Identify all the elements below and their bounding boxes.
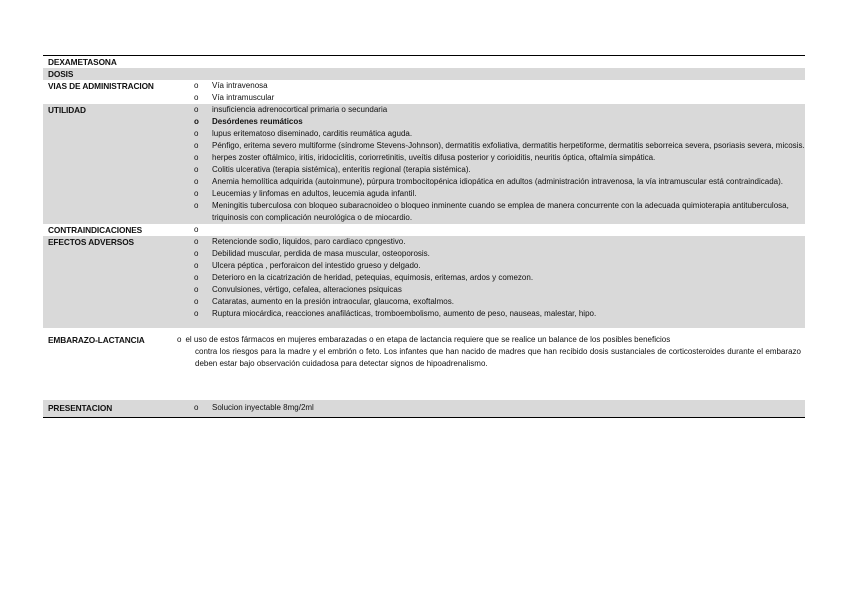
embarazo-label: EMBARAZO-LACTANCIA bbox=[48, 335, 145, 345]
drug-title: DEXAMETASONA bbox=[48, 57, 117, 67]
embarazo-row bbox=[43, 328, 805, 370]
presentacion-label: PRESENTACION bbox=[48, 403, 113, 413]
utilidad-label: UTILIDAD bbox=[48, 105, 86, 115]
dosis-row bbox=[43, 68, 805, 80]
title-row bbox=[43, 56, 805, 68]
vias-list bbox=[194, 80, 805, 104]
list-item: o Colitis ulcerativa (terapia sistémica), enteritis regional (terapia sistémica). bbox=[194, 164, 805, 176]
efectos-row bbox=[43, 236, 805, 328]
spacer bbox=[43, 370, 805, 400]
utilidad-list bbox=[194, 104, 805, 224]
list-item: o Anemia hemolítica adquirida (autoinmune), púrpura trombocitopénica idiopática en adultos (administración intravenosa, la vía intramuscular está contraindicada). bbox=[194, 176, 805, 188]
contraindicaciones-label: CONTRAINDICACIONES bbox=[48, 225, 143, 235]
list-item: o Convulsiones, vértigo, cefalea, alteraciones psiquicas bbox=[194, 284, 805, 296]
presentacion-list bbox=[194, 402, 805, 414]
list-item: o Ruptura miocárdica, reacciones anafilácticas, tromboembolismo, aumento de peso, nauseas, malestar, hipo. bbox=[194, 308, 805, 320]
list-item: o Retencionde sodio, liquidos, paro cardiaco cpngestivo. bbox=[194, 236, 805, 248]
list-item: o Deterioro en la cicatrización de heridad, petequias, equimosis, eritemas, ardos y comezon. bbox=[194, 272, 805, 284]
vias-label: VIAS DE ADMINISTRACION bbox=[48, 81, 154, 91]
list-item: o insuficiencia adrenocortical primaria o secundaria bbox=[194, 104, 805, 116]
list-item: o Leucemias y linfomas en adultos, leucemia aguda infantil. bbox=[194, 188, 805, 200]
embarazo-continuation: contra los riesgos para la madre y el embrión o feto. Los infantes que han nacido de madres que han recibido dosis sustanciales de corticosteroides durante el embarazo deben estar bajo observación cuidadosa para detectar signos de hipoadrenalismo. bbox=[195, 347, 801, 368]
list-item: o Vía intravenosa bbox=[194, 80, 805, 92]
list-item: o Cataratas, aumento en la presión intraocular, glaucoma, exoftalmos. bbox=[194, 296, 805, 308]
dosis-label: DOSIS bbox=[48, 69, 74, 79]
list-item: o lupus eritematoso diseminado, carditis reumática aguda. bbox=[194, 128, 805, 140]
utilidad-row bbox=[43, 104, 805, 224]
drug-info-table bbox=[43, 55, 805, 418]
list-item: o Pénfigo, eritema severo multiforme (síndrome Stevens-Johnson), dermatitis exfoliativa, dermatitis herpetiforme, dermatitis seborreica severa, psoriasis severa, micosis. bbox=[194, 140, 805, 152]
embarazo-first-line: el uso de estos fármacos en mujeres embarazadas o en etapa de lactancia requiere que se realice un balance de los posibles beneficios bbox=[185, 335, 671, 344]
list-item: o Vía intramuscular bbox=[194, 92, 805, 104]
list-item: o Ulcera péptica , perforaicon del intestido grueso y delgado. bbox=[194, 260, 805, 272]
list-item: o Solucion inyectable 8mg/2ml bbox=[194, 402, 805, 414]
list-item: o Debilidad muscular, perdida de masa muscular, osteoporosis. bbox=[194, 248, 805, 260]
bullet-marker: o bbox=[177, 335, 182, 344]
efectos-list bbox=[194, 236, 805, 320]
empty-bullet: o bbox=[194, 225, 199, 234]
contraindicaciones-row bbox=[43, 224, 805, 236]
list-item: o Meningitis tuberculosa con bloqueo subaracnoideo o bloqueo inminente cuando se emplea de manera concurrente con la adecuada quimioterapia antituberculosa, triquinosis con complicación neurológica o de miocardio. bbox=[194, 200, 805, 224]
list-item: o Desórdenes reumáticos bbox=[194, 116, 805, 128]
embarazo-text bbox=[177, 334, 805, 370]
vias-row bbox=[43, 80, 805, 104]
list-item: o herpes zoster oftálmico, iritis, iridociclitis, coriorretinitis, uveítis difusa posterior y corioiditis, neuritis óptica, oftalmía simpática. bbox=[194, 152, 805, 164]
efectos-label: EFECTOS ADVERSOS bbox=[48, 237, 134, 247]
presentacion-row bbox=[43, 400, 805, 417]
